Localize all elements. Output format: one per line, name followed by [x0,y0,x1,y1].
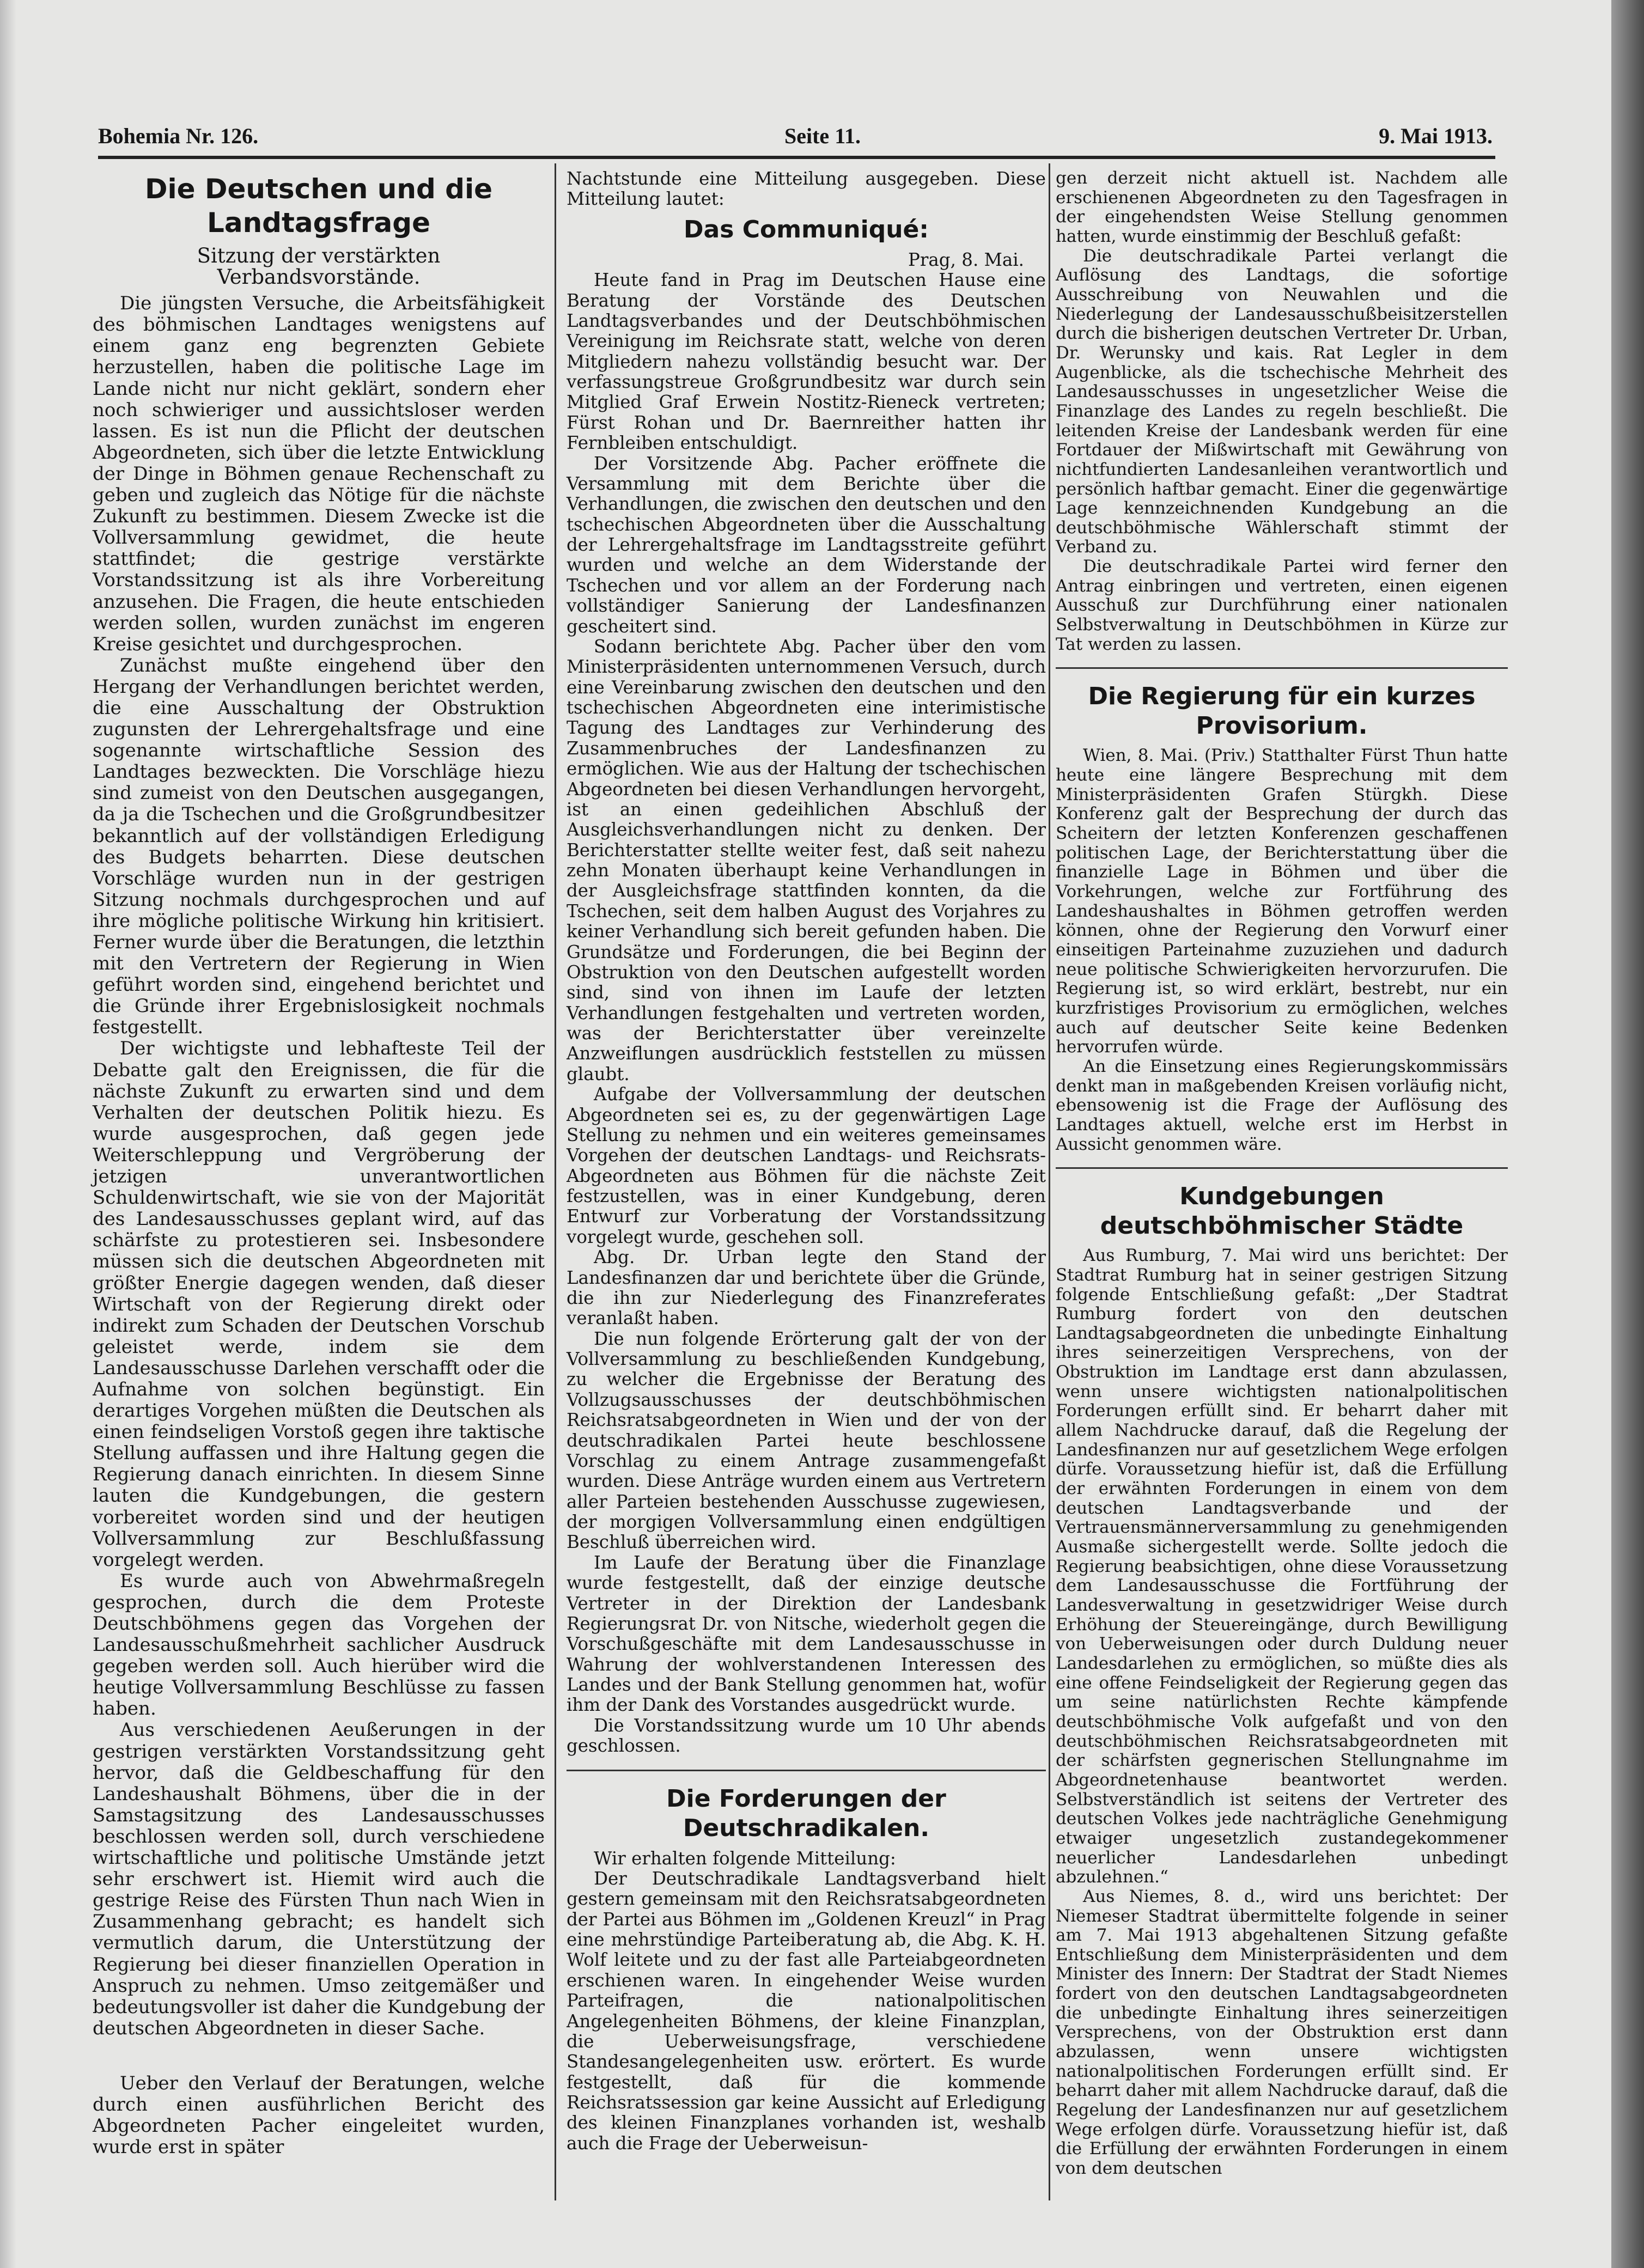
paragraph: Aus Niemes, 8. d., wird uns berichtet: Der Niemeser Stadtrat übermittelte folgende in seiner am 7. Mai 1913 abgehaltenen Sitzung gefaßte Entschließung dem Ministerpräsidenten und dem Minister des Innern: Der Stadtrat der Stadt Niemes fordert von den deutschen Landtagsabgeordneten die unbedingte Einhaltung ihres seinerzeitigen Versprechens, von der Obstruktion erst dann abzulassen, wenn unsere wichtigsten nationalpolitischen Forderungen erfüllt sind. Er beharrt daher mit allem Nachdrucke darauf, daß die Regelung der Landesfinanzen nur auf gesetzlichem Wege erfolgen dürfe. Voraussetzung hiefür ist, daß die Erfüllung der erwähnten Forderungen in einem von dem deutschen [1056,1886,1508,2179]
paragraph: Aus verschiedenen Aeußerungen in der gestrigen verstärkten Vorstandssitzung geht hervor, daß die Geldbeschaffung für den Landeshaushalt Böhmens, über die in der Samstagsitzung des Landesausschusses beschlossen werden soll, durch verschiedene wirtschaftliche und politische Umstände jetzt sehr erschwert ist. Hiemit wird auch die gestrige Reise des Fürsten Thun nach Wien in Zusammenhang gebracht; es handelt sich vermutlich darum, die Unterstützung der Regierung bei dieser finanziellen Operation in Anspruch zu nehmen. Umso zeitgemäßer und bedeutungsvoller ist daher die Kundgebung der deutschen Abgeordneten in dieser Sache. [93,1719,545,2039]
paragraph: Die deutschradikale Partei verlangt die Auflösung des Landtags, die sofortige Ausschreibung von Neuwahlen und die Niederlegung der Landesausschußbeisitzerstellen durch die bisherigen deutschen Vertreter Dr. Urban, Dr. Werunsky und kais. Rat Legler in dem Augenblicke, als die tschechische Mehrheit des Landesausschusses in ungesetzlicher Weise die Finanzlage des Landes zu regeln beschließt. Die leitenden Kreise der Landesbank werden für eine Fortdauer der Mißwirtschaft mit Gewährung von nichtfundierten Landesanleihen verantwortlich und persönlich haftbar gemacht. Einer die gegenwärtige Lage kennzeichnenden Kundgebung an die deutschböhmische Wählerschaft stimmt der Verband zu. [1056,246,1508,557]
paragraph: Die Vorstandssitzung wurde um 10 Uhr abends geschlossen. [567,1715,1046,1757]
paragraph: Die jüngsten Versuche, die Arbeitsfähigkeit des böhmischen Landtages wenigstens auf einem ganz eng begrenzten Gebiete herzustellen, haben die politische Lage im Lande nicht nur nicht geklärt, sondern eher noch schwieriger und aussichtsloser werden lassen. Es ist nun die Pflicht der deutschen Abgeordneten, sich über die letzte Entwicklung der Dinge in Böhmen genaue Rechenschaft zu geben und zugleich das Nötige für die nächste Zukunft zu bestimmen. Diesem Zwecke ist die Vollversammlung gewidmet, die heute stattfindet; die gestrige verstärkte Vorstandssitzung ist als ihre Vorbereitung anzusehen. Die Fragen, die heute entschieden werden sollen, wurden zunächst im engeren Kreise gesichtet und durchgesprochen. [93,292,545,655]
paragraph: Heute fand in Prag im Deutschen Hause eine Beratung der Vorstände des Deutschen Landtagsverbandes und der Deutschböhmischen Vereinigung im Reichsrate statt, welche von deren Mitgliedern nahezu vollständig besucht war. Der verfassungstreue Großgrundbesitz war durch sein Mitglied Graf Erwein Nostitz-Rieneck vertreten; Fürst Rohan und Dr. Baernreither hatten ihr Fernbleiben entschuldigt. [567,270,1046,454]
section-rule [1056,667,1508,669]
dateline: Prag, 8. Mai. [908,249,1024,270]
paragraph: Im Laufe der Beratung über die Finanzlage wurde festgestellt, daß der einzige deutsche Vertreter in der Direktion der Landesbank Regierungsrat Dr. von Nitsche, wiederholt gegen die Vorschußgeschäfte mit dem Landesausschusse in Wahrung der wohlverstandenen Interessen des Landes und der Bank Stellung genommen hat, wofür ihm der Dank des Vorstandes ausgedrückt wurde. [567,1552,1046,1716]
paragraph: Aus Rumburg, 7. Mai wird uns berichtet: Der Stadtrat Rumburg hat in seiner gestrigen Sitzung folgende Entschließung gefaßt: „Der Stadtrat Rumburg fordert von den deutschen Landtagsabgeordneten die unbedingte Einhaltung ihres seinerzeitigen Versprechens, von der Obstruktion im Landtage erst dann abzulassen, wenn unsere wichtigsten nationalpolitischen Forderungen erfüllt sind. Er beharrt daher mit allem Nachdrucke darauf, daß die Regelung der Landesfinanzen nur auf gesetzlichem Wege erfolgen dürfe. Voraussetzung hiefür ist, daß die Erfüllung der erwähnten Forderungen in einem von dem deutschen Landtagsverbande und der Vertrauensmännerversammlung zu genehmigenden Ausmaße sichergestellt werde. Sollte jedoch die Regierung beabsichtigen, ohne diese Voraussetzung dem Landesausschusse die Fortführung der Landesverwaltung in gesetzwidriger Weise durch Erhöhung der Steuereingänge, durch Bewilligung von Ueberweisungen oder durch Duldung neuer Landesdarlehen zu ermöglichen, so müßte dies als eine offene Feindseligkeit der Regierung gegen das um seine natürlichsten Rechte kämpfende deutschböhmische Volk aufgefaßt und von den deutschböhmischen Reichsratsabgeordneten mit der schärfsten gegnerischen Stellungnahme im Abgeordnetenhause beantwortet werden. Selbstverständlich ist seitens der Vertreter des deutschen Volkes jede nachträgliche Genehmigung etwaiger ungesetzlich zustandegekommener neuerlicher Landesdarlehen unbedingt abzulehnen.“ [1056,1246,1508,1887]
paragraph: Nachtstunde eine Mitteilung ausgegeben. Diese Mitteilung lautet: [567,168,1046,210]
masthead-issue: Bohemia Nr. 126. [98,124,259,148]
column-rule [1049,163,1050,2200]
scan-shadow [0,0,16,2268]
paragraph: Der wichtigste und lebhafteste Teil der Debatte galt den Ereignissen, die für die nächste Zukunft zu erwarten sind und dem Verhalten der deutschen Politik hiezu. Es wurde ausgesprochen, daß gegen jede Weiterschleppung und Vergröberung der jetzigen unverantwortlichen Schuldenwirtschaft, wie sie von der Majorität des Landesausschusses geplant wird, auf das schärfste zu protestieren sei. Insbesondere müssen sich die deutschen Abgeordneten mit größter Energie dagegen wenden, daß dieser Wirtschaft von der Regierung direkt oder indirekt zum Schaden der Deutschen Vorschub geleistet werde, indem sie dem Landesausschusse Darlehen verschafft oder die Aufnahme von solchen begünstigt. Ein derartiges Vorgehen müßten die Deutschen als einen feindseligen Vorstoß gegen ihre taktische Stellung auffassen und ihre Haltung gegen die Regierung danach einrichten. In diesem Sinne lauten die Kundgebungen, die gestern vorbereitet worden sind und der heutigen Vollversammlung zur Beschlußfassung vorgelegt werden. [93,1038,545,1571]
paragraph: Wir erhalten folgende Mitteilung: [594,1848,896,1869]
section-heading-deutschradikale: Die Forderungen der Deutschradikalen. [666,1784,946,1842]
column-2 [567,169,1046,2154]
paragraph: Ueber den Verlauf der Beratungen, welche durch einen ausführlichen Bericht des Abgeordneten Pacher eingeleitet wurden, wurde erst in später [93,2072,545,2159]
article-title: Die Deutschen und die Landtagsfrage [144,173,492,239]
paragraph: Aufgabe der Vollversammlung der deutschen Abgeordneten sei es, zu der gegenwärtigen Lage Stellung zu nehmen und ein weiteres gemeinsames Vorgehen der deutschen Landtags- und Reichsrats-Abgeordneten aus Böhmen für die nächste Zeit festzustellen, was in einer Kundgebung, deren Entwurf zur Vorberatung der Vorstandssitzung vorgelegt wurde, geschehen soll. [567,1084,1046,1247]
paragraph: Der Vorsitzende Abg. Pacher eröffnete die Versammlung mit dem Berichte über die Verhandlungen, die zwischen den deutschen und den tschechischen Abgeordneten über die Ausschaltung der Lehrergehaltsfrage im Landtagsstreite geführt wurden und welche an dem Widerstande der Tschechen und vor allem an der Forderung nach vollständiger Sanierung der Landesfinanzen gescheitert sind. [567,453,1046,637]
issue-date: 9. Mai 1913. [1379,124,1493,148]
section-rule [567,1770,1046,1771]
paragraph: Wien, 8. Mai. (Priv.) Statthalter Fürst Thun hatte heute eine längere Besprechung mit dem Ministerpräsidenten Grafen Stürgkh. Diese Konferenz galt der Besprechung der durch das Scheitern der letzten Konferenzen geschaffenen politischen Lage, der Berichterstattung über die finanzielle Lage in Böhmen und über die Vorkehrungen, welche zur Fortführung des Landeshaushaltes in Böhmen getroffen werden können, ohne der Regierung den Vorwurf einer einseitigen Parteinahme zuzuziehen und dadurch neue politische Schwierigkeiten hervorzurufen. Die Regierung ist, so wird erklärt, bestrebt, nur ein kurzfristiges Provisorium zu ermöglichen, welches auch auf deutscher Seite keine Bedenken hervorrufen würde. [1056,746,1508,1057]
paragraph: Sodann berichtete Abg. Pacher über den vom Ministerpräsidenten unternommenen Versuch, durch eine Vereinbarung zwischen den deutschen und den tschechischen Abgeordneten eine interimistische Tagung des Landtages zur Verhinderung des Zusammenbruches der Landesfinanzen zu ermöglichen. Wie aus der Haltung der tschechischen Abgeordneten bei diesen Verhandlungen hervorgeht, ist an einen gedeihlichen Abschluß der Ausgleichsverhandlungen nicht zu denken. Der Berichterstatter stellte weiter fest, daß seit nahezu zehn Monaten überhaupt keine Verhandlungen in der Ausgleichsfrage stattfinden konnten, da die Tschechen, seit dem halben August des Vorjahres zu keiner Verhandlung sich bereit gefunden haben. Die Grundsätze und Forderungen, die bei Beginn der Obstruktion von den Deutschen aufgestellt worden sind, sind von ihnen im Laufe der letzten Verhandlungen festgehalten und vertreten worden, was der Berichterstatter über vereinzelte Anzweiflungen ausdrücklich feststellen zu müssen glaubt. [567,636,1046,1084]
paragraph: Abg. Dr. Urban legte den Stand der Landesfinanzen dar und berichtete über die Gründe, die ihn zur Niederlegung des Finanzreferates veranlaßt haben. [567,1247,1046,1329]
section-heading-communique: Das Communiqué: [684,215,929,243]
article-subtitle: Sitzung der verstärkten Verbandsvorstände. [197,244,441,289]
paragraph: Zunächst mußte eingehend über den Hergang der Verhandlungen berichtet werden, die eine Ausschaltung der Obstruktion zugunsten der Lehrergehaltsfrage und eine sogenannte wirtschaftliche Session des Landtages bezweckten. Die Vorschläge hiezu sind zumeist von den Deutschen ausgegangen, da ja die Tschechen und die Großgrundbesitzer bekanntlich auf der vollständigen Erledigung des Budgets beharrten. Diese deutschen Vorschläge wurden nun in der gestrigen Sitzung nochmals durchgesprochen und auf ihre mögliche politische Wirkung hin kritisiert. Ferner wurde über die Beratungen, die letzthin mit den Vertretern der Regierung in Wien geführt worden sind, eingehend berichtet und die Gründe ihrer Ergebnislosigkeit nochmals festgestellt. [93,654,545,1039]
paragraph: Die deutschradikale Partei wird ferner den Antrag einbringen und vertreten, einen eigenen Ausschuß zur Durchführung einer nationalen Selbstverwaltung in Deutschböhmen in Kürze zur Tat werden zu lassen. [1056,557,1508,654]
spacer [93,2039,545,2073]
paragraph: gen derzeit nicht aktuell ist. Nachdem alle erschienenen Abgeordneten zu den Tagesfragen in der eingehendsten Weise Stellung genommen hatten, wurde einstimmig der Beschluß gefaßt: [1056,168,1508,246]
binding-edge [1611,0,1644,2268]
paragraph: Der Deutschradikale Landtagsverband hielt gestern gemeinsam mit den Reichsratsabgeordneten der Partei aus Böhmen im „Goldenen Kreuzl“ in Prag eine mehrstündige Parteiberatung ab, die Abg. K. H. Wolf leitete und zu der fast alle Parteiabgeordneten erschienen waren. In eingehender Weise wurden Parteifragen, die nationalpolitischen Angelegenheiten Böhmens, der kleine Finanzplan, die Ueberweisungsfrage, verschiedene Standesangelegenheiten usw. erörtert. Es wurde festgestellt, daß für die kommende Reichsratssession gar keine Aussicht auf Erledigung des kleinen Finanzplanes vorhanden ist, weshalb auch die Frage der Ueberweisun- [567,1868,1046,2154]
section-heading-provisorium: Die Regierung für ein kurzes Provisorium. [1088,682,1476,740]
paragraph: Die nun folgende Erörterung galt der von der Vollversammlung zu beschließenden Kundgebung, zu welcher die Ergebnisse der Beratung des Vollzugsausschusses der deutschböhmischen Reichsratsabgeordneten in Wien und der von der deutschradikalen Partei heute beschlossene Vorschlag zu einem Antrage zusammengefaßt wurden. Diese Anträge wurden einem aus Vertretern aller Parteien bestehenden Ausschusse zugewiesen, der morgigen Vollversammlung einen endgültigen Beschluß überreichen wird. [567,1328,1046,1553]
column-1 [93,169,545,2158]
column-3 [1056,169,1508,2179]
column-rule [555,163,556,2200]
page-header [98,123,1493,156]
page-number: Seite 11. [784,124,861,148]
paragraph: An die Einsetzung eines Regierungskommissärs denkt man in maßgebenden Kreisen vorläufig nicht, ebensowenig ist die Frage der Auflösung des Landtages aktuell, welche erst im Herbst in Aussicht genommen wäre. [1056,1056,1508,1154]
paragraph: Es wurde auch von Abwehrmaßregeln gesprochen, durch die dem Proteste Deutschböhmens gegen das Vorgehen der Landesausschußmehrheit sachlicher Ausdruck gegeben werden soll. Auch hierüber wird die heutige Vollversammlung Beschlüsse zu fassen haben. [93,1570,545,1720]
section-rule [1056,1167,1508,1169]
section-heading-kundgebungen: Kundgebungen deutschböhmischer Städte [1100,1182,1464,1240]
header-rule [98,156,1495,159]
